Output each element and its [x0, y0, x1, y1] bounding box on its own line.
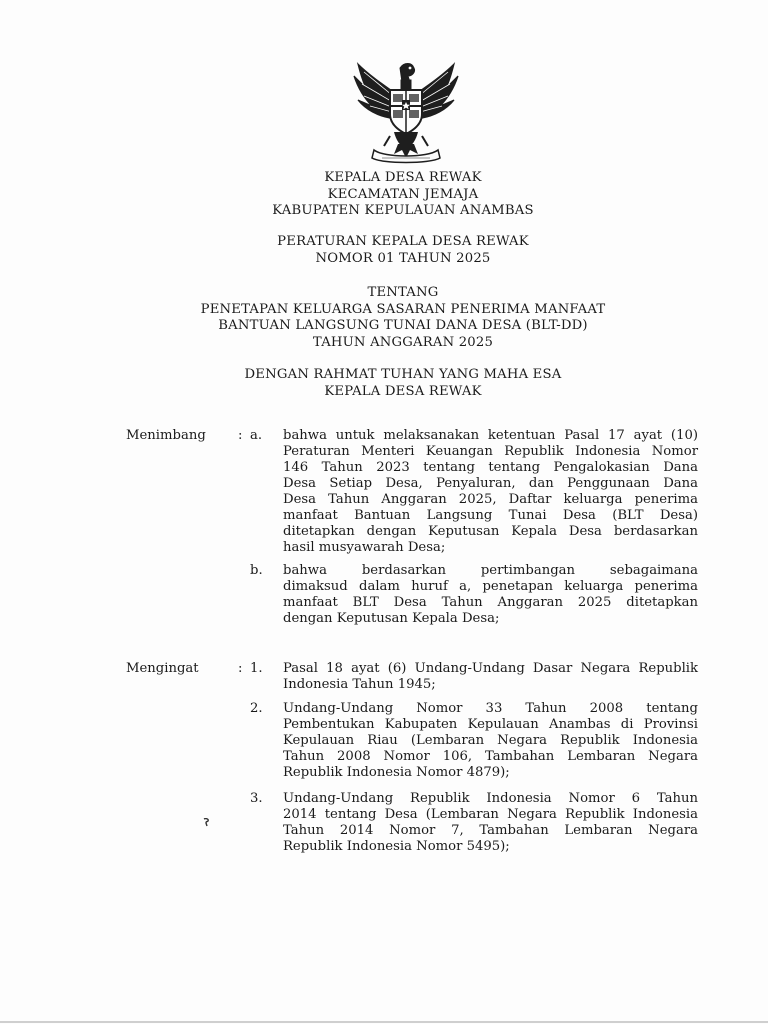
section-colon: :	[238, 428, 243, 443]
heading-line: BANTUAN LANGSUNG TUNAI DANA DESA (BLT-DD)	[218, 318, 588, 333]
regulation-subject	[0, 285, 768, 351]
text-line: manfaat BLT Desa Tahun Anggaran 2025 ditetapkan	[283, 595, 698, 610]
text-line: Pembentukan Kabupaten Kepulauan Anambas di Provinsi	[283, 717, 698, 732]
authority-heading	[0, 170, 768, 220]
item-text	[283, 428, 698, 556]
text-line: ditetapkan dengan Keputusan Kepala Desa berdasarkan	[283, 524, 698, 539]
text-line: Undang-Undang Nomor 33 Tahun 2008 tentang	[283, 701, 698, 716]
text-line: dimaksud dalam huruf a, penetapan keluarga penerima	[283, 579, 698, 594]
heading-line: PERATURAN KEPALA DESA REWAK	[277, 234, 529, 249]
scan-speck-icon	[203, 818, 210, 827]
text-line: manfaat Bantuan Langsung Tunai Desa (BLT Desa)	[283, 508, 698, 523]
item-marker: 1.	[250, 661, 263, 676]
invocation	[0, 367, 768, 400]
text-line: Indonesia Tahun 1945;	[283, 677, 436, 692]
item-text	[283, 661, 698, 693]
text-line: Tahun 2008 Nomor 106, Tambahan Lembaran Negara	[283, 749, 698, 764]
item-marker: b.	[250, 563, 263, 578]
item-marker: a.	[250, 428, 263, 443]
heading-line: PENETAPAN KELUARGA SASARAN PENERIMA MANFAAT	[200, 301, 606, 317]
garuda-emblem-icon	[350, 58, 462, 166]
heading-line: KABUPATEN KEPULAUAN ANAMBAS	[272, 203, 534, 218]
text-line: 2014 tentang Desa (Lembaran Negara Republik Indonesia	[283, 807, 698, 822]
regulation-title	[0, 234, 768, 267]
heading-line: TENTANG	[367, 285, 439, 300]
heading-line: TAHUN ANGGARAN 2025	[312, 334, 494, 350]
item-marker: 3.	[250, 791, 263, 806]
item-text	[283, 791, 698, 855]
text-line: bahwa berdasarkan pertimbangan sebagaimana	[283, 563, 698, 578]
text-line: Kepulauan Riau (Lembaran Negara Republik Indonesia	[283, 733, 698, 748]
text-line: Undang-Undang Republik Indonesia Nomor 6 Tahun	[283, 791, 698, 806]
text-line: bahwa untuk melaksanakan ketentuan Pasal 17 ayat (10)	[283, 428, 698, 443]
section-colon: :	[238, 661, 243, 676]
heading-line: KEPALA DESA REWAK	[324, 383, 482, 399]
heading-line: DENGAN RAHMAT TUHAN YANG MAHA ESA	[244, 367, 562, 382]
page-edge	[0, 1021, 768, 1023]
heading-line: KEPALA DESA REWAK	[324, 170, 482, 185]
section-label: Mengingat	[126, 661, 199, 676]
text-line: Peraturan Menteri Keuangan Republik Indonesia Nomor	[283, 444, 698, 459]
text-line: hasil musyawarah Desa;	[283, 540, 446, 555]
text-line: 146 Tahun 2023 tentang tentang Pengalokasian Dana	[283, 460, 698, 475]
text-line: Republik Indonesia Nomor 4879);	[283, 765, 510, 780]
item-text	[283, 563, 698, 627]
item-text	[283, 701, 698, 781]
text-line: Pasal 18 ayat (6) Undang-Undang Dasar Negara Republik	[283, 661, 698, 676]
text-line: Desa Setiap Desa, Penyaluran, dan Penggunaan Dana	[283, 476, 698, 491]
item-marker: 2.	[250, 701, 263, 716]
heading-line: NOMOR 01 TAHUN 2025	[315, 250, 491, 266]
section-label: Menimbang	[126, 428, 206, 443]
text-line: dengan Keputusan Kepala Desa;	[283, 611, 500, 626]
heading-line: KECAMATAN JEMAJA	[327, 186, 479, 202]
text-line: Desa Tahun Anggaran 2025, Daftar keluarga penerima	[283, 492, 698, 507]
text-line: Republik Indonesia Nomor 5495);	[283, 839, 510, 854]
text-line: Tahun 2014 Nomor 7, Tambahan Lembaran Negara	[283, 823, 698, 838]
